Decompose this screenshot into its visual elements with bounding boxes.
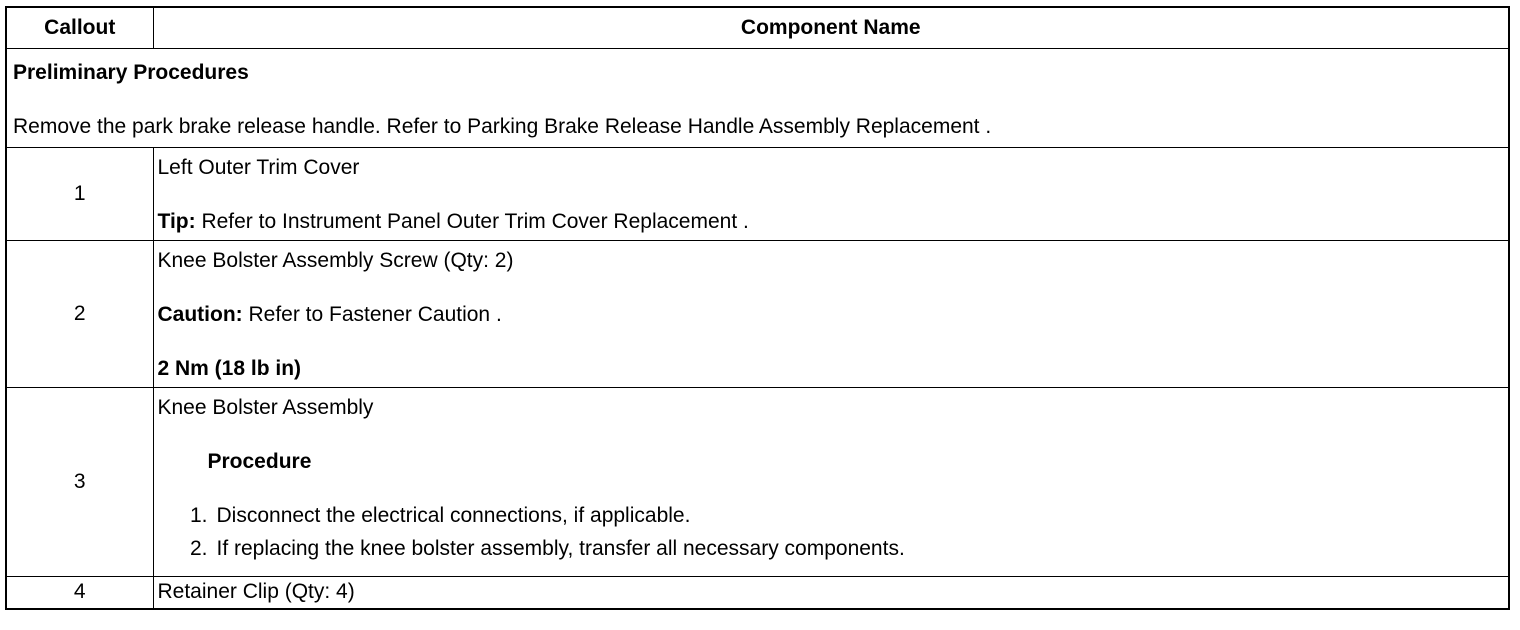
step-text: Disconnect the electrical connections, if applicable. [216,504,691,527]
procedure-steps [158,504,1505,561]
table-row [6,577,1509,610]
preliminary-cell [6,49,1509,148]
callout-cell: 4 [6,577,153,610]
preliminary-text: Remove the park brake release handle. Refer to Parking Brake Release Handle Assembly Replacement . [13,115,992,138]
procedure-title: Procedure [207,450,312,473]
list-item [158,504,1505,528]
preliminary-row [6,49,1509,148]
component-cell [153,148,1509,241]
callout-cell: 1 [6,148,153,241]
header-component-name: Component Name [153,7,1509,49]
table-row [6,241,1509,388]
tip-note [158,210,1505,234]
component-name: Knee Bolster Assembly [157,396,374,419]
component-name: Knee Bolster Assembly Screw (Qty: 2) [157,249,514,272]
step-number: 1. [189,504,208,527]
component-table-container [5,6,1508,610]
callout-cell: 2 [6,241,153,388]
component-name: Retainer Clip (Qty: 4) [157,580,355,603]
component-cell [153,388,1509,577]
callout-cell: 3 [6,388,153,577]
tip-label: Tip: [157,210,196,233]
step-text: If replacing the knee bolster assembly, transfer all necessary components. [216,537,905,560]
component-cell [153,577,1509,610]
list-item [158,537,1505,561]
header-callout: Callout [6,7,153,49]
table-row [6,148,1509,241]
preliminary-heading: Preliminary Procedures [13,61,249,84]
caution-note [158,303,1505,327]
caution-label: Caution: [157,303,243,326]
step-number: 2. [189,537,208,560]
component-table [5,6,1510,610]
table-header-row [6,7,1509,49]
component-name: Left Outer Trim Cover [157,156,360,179]
component-cell [153,241,1509,388]
torque-spec: 2 Nm (18 lb in) [157,357,302,380]
caution-text: Refer to Fastener Caution . [242,303,502,326]
tip-text: Refer to Instrument Panel Outer Trim Cover Replacement . [195,210,749,233]
table-row [6,388,1509,577]
